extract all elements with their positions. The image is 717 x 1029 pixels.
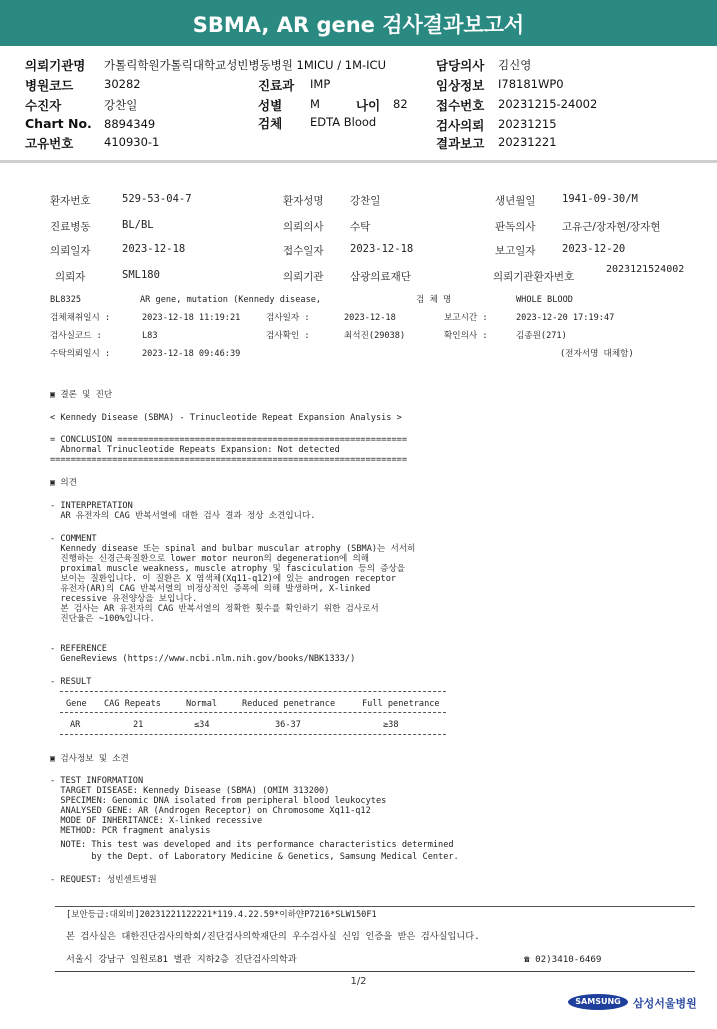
recv-date: 2023-12-18 xyxy=(350,243,414,255)
dob: 1941-09-30/M xyxy=(562,193,638,205)
received-label: 수탁의뢰일시 : xyxy=(50,349,111,359)
report-date-label: 결과보고 xyxy=(436,136,485,151)
dept-label: 진료과 xyxy=(258,78,295,93)
address-line: 서울시 강남구 일원로81 별관 지하2층 진단검사의학과 xyxy=(66,954,297,965)
conclusion-rule: ===================================================================== xyxy=(50,455,407,465)
header-divider xyxy=(0,160,717,163)
pt-no-label: 환자번호 xyxy=(50,195,91,207)
report-time-label: 보고시간 : xyxy=(444,313,488,323)
patient-label: 수진자 xyxy=(25,98,62,113)
received: 2023-12-18 09:46:39 xyxy=(142,349,241,359)
comment-line: proximal muscle weakness, muscle atrophy 및 fasciculation 등의 증상을 xyxy=(50,564,406,574)
logo-hospital: 삼성서울병원 xyxy=(633,997,697,1010)
testinfo-line: TARGET DISEASE: Kennedy Disease (SBMA) (OMIM 313200) xyxy=(50,786,330,796)
requesting-org: 가톨릭학원가톨릭대학교성빈병동병원 1MICU / 1M-ICU xyxy=(104,58,386,72)
comment-line: Kennedy disease 또는 spinal and bulbar muscular atrophy (SBMA)는 서서히 xyxy=(50,544,416,554)
report-date: 20231221 xyxy=(498,135,557,149)
age: 82 xyxy=(393,97,408,111)
report-time: 2023-12-20 17:19:47 xyxy=(516,313,615,323)
report-title: SBMA, AR gene 검사결과보고서 xyxy=(0,0,717,46)
unique-no: 410930-1 xyxy=(104,135,160,149)
pt-no: 529-53-04-7 xyxy=(122,193,192,205)
comment-line: recessive 유전양상을 보입니다. xyxy=(50,594,198,604)
comment-line: 본 검사는 AR 유전자의 CAG 반복서열의 정확한 횟수를 확인하기 위한 검사로서 xyxy=(50,604,379,614)
comment-line: 진행하는 신경근육질환으로 lower motor neuron의 degeneration에 의해 xyxy=(50,554,370,564)
pt-name-label: 환자성명 xyxy=(283,195,324,207)
patient-report-date: 2023-12-20 xyxy=(562,243,626,255)
comment-head: - COMMENT xyxy=(50,534,97,544)
result-rule-mid xyxy=(60,712,446,713)
req-doctor-label: 의뢰의사 xyxy=(283,221,324,233)
test-date: 2023-12-18 xyxy=(344,313,396,323)
req-org-pt-no-label: 의뢰기관환자번호 xyxy=(493,271,575,283)
confirm-doc: 김종원(271) xyxy=(516,331,567,341)
requester: SML180 xyxy=(122,269,160,281)
sex: M xyxy=(310,97,320,111)
footer-rule-top xyxy=(55,906,695,908)
result-gene: AR xyxy=(70,720,81,730)
ward-label: 진료병동 xyxy=(50,221,91,233)
reading-doctor-label: 판독의사 xyxy=(495,221,536,233)
collect-label: 검체채취일시 : xyxy=(50,313,111,323)
hospital-code-label: 병원코드 xyxy=(25,78,74,93)
section-conclusion: ▣ 결론 및 진단 xyxy=(50,390,113,400)
requesting-org-label: 의뢰기관명 xyxy=(25,58,86,73)
signature-note: (전자서명 대체함) xyxy=(560,349,634,359)
pt-name: 강찬일 xyxy=(350,195,381,207)
specimen: EDTA Blood xyxy=(310,115,377,129)
testinfo-line: NOTE: This test was developed and its performance characteristics determined xyxy=(50,840,454,850)
logo-brand: SAMSUNG xyxy=(575,997,621,1006)
chart-no: 8894349 xyxy=(104,117,156,131)
section-testinfo: ▣ 검사정보 및 소견 xyxy=(50,754,129,764)
req-org-label: 의뢰기관 xyxy=(283,271,324,283)
testinfo-line: by the Dept. of Laboratory Medicine & Genetics, Samsung Medical Center. xyxy=(50,852,459,862)
room-code: L83 xyxy=(142,331,158,341)
specimen-label: 검체 xyxy=(258,116,283,131)
age-label: 나이 xyxy=(356,98,381,113)
security-line: [보안등급:대외비]20231221122221*119.4.22.59*이하얀P7216*SLW150F1 xyxy=(66,910,377,920)
test-date-label: 검사일자 : xyxy=(266,313,310,323)
reference-head: - REFERENCE xyxy=(50,644,107,654)
request-line: - REQUEST: 성빈센트병원 xyxy=(50,875,157,885)
confirm-label: 검사확인 : xyxy=(266,331,310,341)
footer-rule-bottom xyxy=(55,971,695,972)
request-date: 20231215 xyxy=(498,117,557,131)
interp-head: - INTERPRETATION xyxy=(50,501,133,511)
testinfo-line: MODE OF INHERITANCE: X-linked recessive xyxy=(50,816,263,826)
samsung-logo xyxy=(568,994,628,1010)
specimen-name-label: 검 체 명 xyxy=(416,295,452,305)
doctor: 김신영 xyxy=(498,58,532,72)
testinfo-line: SPECIMEN: Genomic DNA isolated from peripheral blood leukocytes xyxy=(50,796,387,806)
testinfo-line: METHOD: PCR fragment analysis xyxy=(50,826,211,836)
clinical-info: I78181WP0 xyxy=(498,77,564,91)
req-org: 삼광의료재단 xyxy=(350,271,411,283)
room-code-label: 검사실코드 : xyxy=(50,331,102,341)
receipt-no-label: 접수번호 xyxy=(436,98,485,113)
test-name: AR gene, mutation (Kennedy disease, xyxy=(140,295,322,305)
testinfo-head: - TEST INFORMATION xyxy=(50,776,144,786)
result-normal: ≤34 xyxy=(194,720,210,730)
doctor-label: 담당의사 xyxy=(436,58,485,73)
comment-line: 진단율은 ~100%입니다. xyxy=(50,614,155,624)
cert-line: 본 검사실은 대한진단검사의학회/진단검사의학재단의 우수검사실 신임 인증을 받은 검사실입니다. xyxy=(66,931,480,942)
dept: IMP xyxy=(310,77,331,91)
testinfo-line: ANALYSED GENE: AR (Androgen Receptor) on Chromosome Xq11-q12 xyxy=(50,806,371,816)
result-rule-bottom xyxy=(60,734,446,735)
clinical-info-label: 임상정보 xyxy=(436,78,485,93)
req-org-pt-no: 2023121524002 xyxy=(606,264,685,275)
page-number: 1/2 xyxy=(350,976,367,987)
req-date-label: 의뢰일자 xyxy=(50,245,91,257)
specimen-name: WHOLE BLOOD xyxy=(516,295,573,305)
result-col-full: Full penetrance xyxy=(362,699,440,709)
req-date: 2023-12-18 xyxy=(122,243,186,255)
conclusion-head: = CONCLUSION ======================================================== xyxy=(50,435,407,445)
unique-no-label: 고유번호 xyxy=(25,136,74,151)
ward: BL/BL xyxy=(122,219,154,231)
result-col-reduced: Reduced penetrance xyxy=(242,699,336,709)
comment-line: 유전자(AR)의 CAG 반복서열의 비정상적인 증폭에 의해 발생하며, X-linked xyxy=(50,584,371,594)
result-cag: 21 xyxy=(133,720,144,730)
reference-text: GeneReviews (https://www.ncbi.nlm.nih.gov/books/NBK1333/) xyxy=(50,654,356,664)
result-col-cag: CAG Repeats xyxy=(104,699,161,709)
phone-line: ☎ 02)3410-6469 xyxy=(524,954,602,965)
confirm-doc-label: 확인의사 : xyxy=(444,331,488,341)
result-reduced: 36-37 xyxy=(275,720,301,730)
request-date-label: 검사의뢰 xyxy=(436,118,485,133)
header-info xyxy=(0,0,717,160)
analysis-title: < Kennedy Disease (SBMA) - Trinucleotide Repeat Expansion Analysis > xyxy=(50,413,402,423)
result-rule-top xyxy=(60,691,446,692)
report-date-label: 보고일자 xyxy=(495,245,536,257)
requester-label: 의뢰자 xyxy=(55,271,86,283)
recv-date-label: 접수일자 xyxy=(283,245,324,257)
sex-label: 성별 xyxy=(258,98,283,113)
patient: 강찬일 xyxy=(104,98,138,112)
test-code: BL8325 xyxy=(50,295,82,305)
hospital-code: 30282 xyxy=(104,77,141,91)
dob-label: 생년월일 xyxy=(495,195,536,207)
req-doctor: 수탁 xyxy=(350,221,371,233)
receipt-no: 20231215-24002 xyxy=(498,97,598,111)
conclusion-text: Abnormal Trinucleotide Repeats Expansion: Not detected xyxy=(50,445,340,455)
interp-text: AR 유전자의 CAG 반복서열에 대한 검사 결과 정상 소견입니다. xyxy=(50,511,316,521)
result-full: ≥38 xyxy=(383,720,399,730)
chart-no-label: Chart No. xyxy=(25,116,92,131)
comment-line: 보이는 질환입니다. 이 질환은 X 염색체(Xq11-q12)에 있는 androgen receptor xyxy=(50,574,397,584)
reading-doctor: 고유근/장자현/장자현 xyxy=(562,221,661,233)
collect: 2023-12-18 11:19:21 xyxy=(142,313,241,323)
result-col-normal: Normal xyxy=(186,699,218,709)
section-opinion: ▣ 의견 xyxy=(50,478,77,488)
result-col-gene: Gene xyxy=(66,699,87,709)
result-head: - RESULT xyxy=(50,677,92,687)
confirm: 최석진(29038) xyxy=(344,331,406,341)
